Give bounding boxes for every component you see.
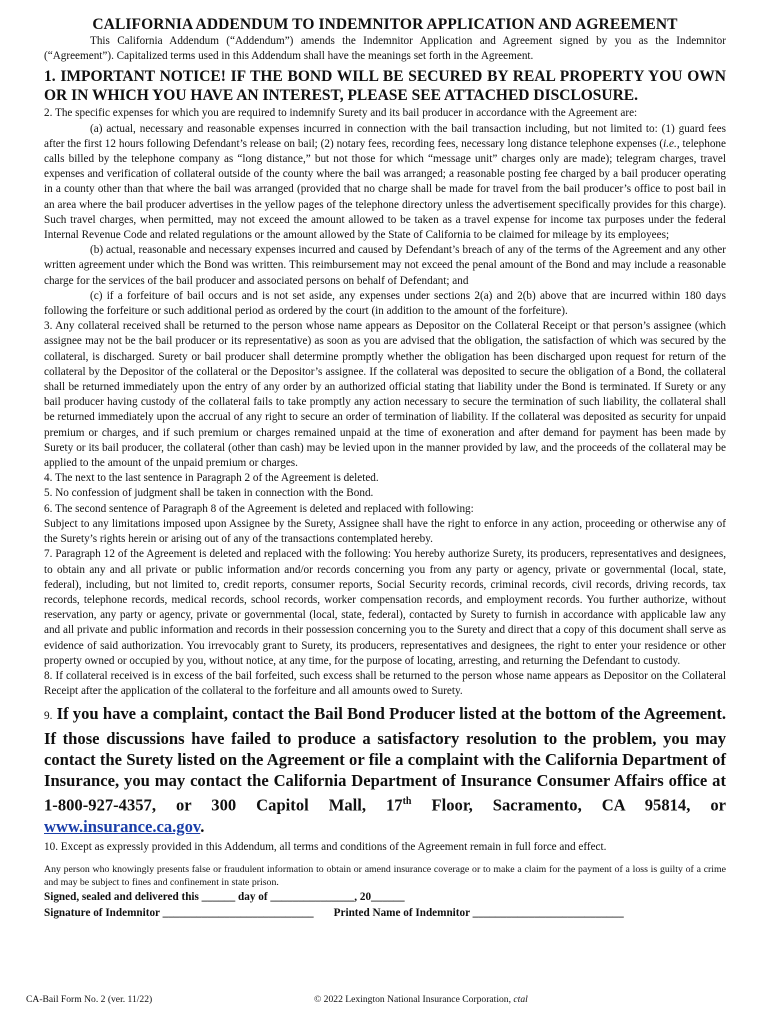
spacer — [44, 855, 726, 863]
paragraph-2a-text-cont: telephone calls billed by the telephone company as “long distance,” but not those for which “message unit” charges only are made); telegram charges, travel expenses and verification of collateral outside of the county where the bail was arranged; a reasonable posting fee charged by a bail producer operating in a county other than that where the bail was arranged (provided that no charge shall be made for travel from the bail producer’s office to post bail in an area where the bail producer advertises in the yellow pages of the telephone directory unless the advertisement specifically provides for this charge). Such travel charges, when permitted, may not exceed the amount allowed to be taken as a travel expense for income tax purposes under the federal Internal Revenue Code and related regulations or the amount allowed by the State of California to be claimed for mileage by its employees; — [44, 137, 726, 242]
paragraph-2a — [44, 122, 726, 244]
copyright-notice — [314, 994, 528, 1005]
printed-name-field[interactable]: Printed Name of Indemnitor ___________________________ — [333, 907, 624, 920]
paragraph-2a-ie: i.e., — [663, 137, 680, 150]
paragraph-6-text: Subject to any limitations imposed upon Assignee by the Surety, Assignee shall have the right to enforce in any action, proceeding or otherwise any of the Surety’s rights herein or arising out of any of the transactions contemplated hereby. — [44, 517, 726, 546]
paragraph-2c: (c) if a forfeiture of bail occurs and is not set aside, any expenses under sections 2(a) and 2(b) above that are incurred within 180 days following the forfeiture or such additional period as ordered by the court (in addition to the amount of the forfeiture). — [44, 289, 726, 318]
form-number: CA-Bail Form No. 2 (ver. 11/22) — [26, 994, 153, 1005]
insurance-website-link[interactable]: www.insurance.ca.gov — [44, 816, 201, 836]
fraud-warning: Any person who knowingly presents false or fraudulent information to obtain or amend insurance coverage or to make a claim for the payment of a loss is guilty of a crime and may be subject to fines and confinement in state prison. — [44, 864, 726, 889]
paragraph-2b: (b) actual, reasonable and necessary expenses incurred and caused by Defendant’s breach of any of the terms of the Agreement and any other written agreement under which the Bond was written. This reimbursement may not exceed the penal amount of the Bond and may include a reasonable charge for the services of the bail producer and associated persons on behalf of Defendant; and — [44, 244, 726, 287]
paragraph-10: 10. Except as expressly provided in this Addendum, all terms and conditions of the Agreement remain in full force and effect. — [44, 841, 607, 854]
document-title: CALIFORNIA ADDENDUM TO INDEMNITOR APPLICATION AND AGREEMENT — [92, 16, 678, 33]
paragraph-6: 6. The second sentence of Paragraph 8 of the Agreement is deleted and replaced with following: — [44, 502, 474, 515]
copyright-text: © 2022 Lexington National Insurance Corporation, — [314, 994, 511, 1005]
signature-row — [44, 905, 726, 921]
notice-text: 1. IMPORTANT NOTICE! IF THE BOND WILL BE SECURED BY REAL PROPERTY YOU OWN OR IN WHICH YOU HAVE AN INTEREST, PLEASE SEE ATTACHED DISCLOSURE. — [44, 68, 726, 105]
paragraph-4: 4. The next to the last sentence in Paragraph 2 of the Agreement is deleted. — [44, 472, 379, 485]
paragraph-7: 7. Paragraph 12 of the Agreement is deleted and replaced with the following: You hereby authorize Surety, its producers, representatives and designees, to obtain any and all private or public information and/or records concerning you from any party or agency, private or governmental (local, state, federal), including, but not limited to, credit reports, consumer reports, Social Security records, criminal records, civil records, driving records, tax records, telephone records, medical records, school records, worker compensation records, and employment records. You further authorize, without reservation, any party or agency, private or governmental (local, state, federal), contacted by Surety to furnish in accordance with applicable law any and all private and public information and records in their possession concerning you to the Surety and direct that a copy of this document shall serve as evidence of said authorization. You irrevocably grant to Surety, its producers, representatives and designees, the right to enter your residence or other property owned or occupied by you, without notice, at any time, for the purpose of locating, arresting, and returning the Defendant to custody. — [44, 548, 726, 667]
paragraph-8: 8. If collateral received is in excess of the bail forfeited, such excess shall be returned to the person whose name appears as Depositor on the Collateral Receipt after the application of the collateral to the forfeiture and all amounts owed to Surety. — [44, 669, 726, 698]
copyright-ctal: ctal — [513, 994, 528, 1005]
signed-date-line: Signed, sealed and delivered this ______ day of _______________, 20______ — [44, 891, 405, 904]
paragraph-5: 5. No confession of judgment shall be taken in connection with the Bond. — [44, 487, 374, 500]
addendum-page — [26, 16, 726, 1005]
paragraph-2a-text: (a) actual, necessary and reasonable expenses incurred in connection with the bail transaction including, but not limited to: (1) guard fees after the first 12 hours following Defendant’s release on bail; (2) notary fees, recording fees, necessary long distance telephone expenses ( — [44, 122, 726, 150]
complaint-text: If you have a complaint, contact the Bail Bond Producer listed at the bottom of the Agreement. If those discussions have failed to produce a satisfactory resolution to the problem, you may contact the Surety listed on the Agreement or file a complaint with the California Department of Insurance, you may contact the California Department of Insurance Consumer Affairs office at 1-800-927-4357, or 300 Capitol Mall, 17 — [44, 704, 726, 815]
intro-paragraph: This California Addendum (“Addendum”) amends the Indemnitor Application and Agreement signed by you as the Indemnitor (“Agreement”). Capitalized terms used in this Addendum shall have the meanings set forth in the Agreement. — [44, 35, 726, 63]
complaint-number: 9. — [44, 710, 53, 723]
complaint-address: Floor, Sacramento, CA 95814, or — [411, 795, 726, 815]
signature-field[interactable]: Signature of Indemnitor ___________________________ — [44, 907, 314, 920]
complaint-notice — [44, 703, 726, 837]
paragraph-3: 3. Any collateral received shall be returned to the person whose name appears as Depositor on the Collateral Receipt or that person’s assignee (which assignee may not be the bail producer or its representative) as soon as you are advised that the obligation, the satisfaction of which was secured by the collateral, is discharged. Surety or bail producer shall determine promptly whether the obligation has been discharged upon request for return of the collateral by the Depositor of the collateral or the Depositor’s assignee. If the collateral was deposited to secure the obligation of a Bond, the collateral shall be returned immediately upon the entry of any order by an authorized official stating that liability under the Bond is terminated. If Surety or any bail producer having custody of the collateral fails to take promptly any action necessary to secure the termination of such liability, the collateral shall be returned immediately upon the accrual of any right to secure an order of termination of liability. If the collateral was deposited as security for unpaid premium or charges, and if such premium or charges remained unpaid at the time of exoneration and after demand for payment has been made by Surety or its bail producer, the collateral (other than cash) may be levied upon in the manner provided by law, and the proceeds of the collateral may be applied to the amount of the unpaid premium or charges. — [44, 320, 726, 470]
complaint-end: . — [200, 816, 205, 836]
paragraph-2: 2. The specific expenses for which you are required to indemnify Surety and its bail producer in accordance with the Agreement are: — [44, 107, 638, 120]
important-notice — [44, 67, 726, 105]
floor-suffix: th — [402, 796, 412, 808]
